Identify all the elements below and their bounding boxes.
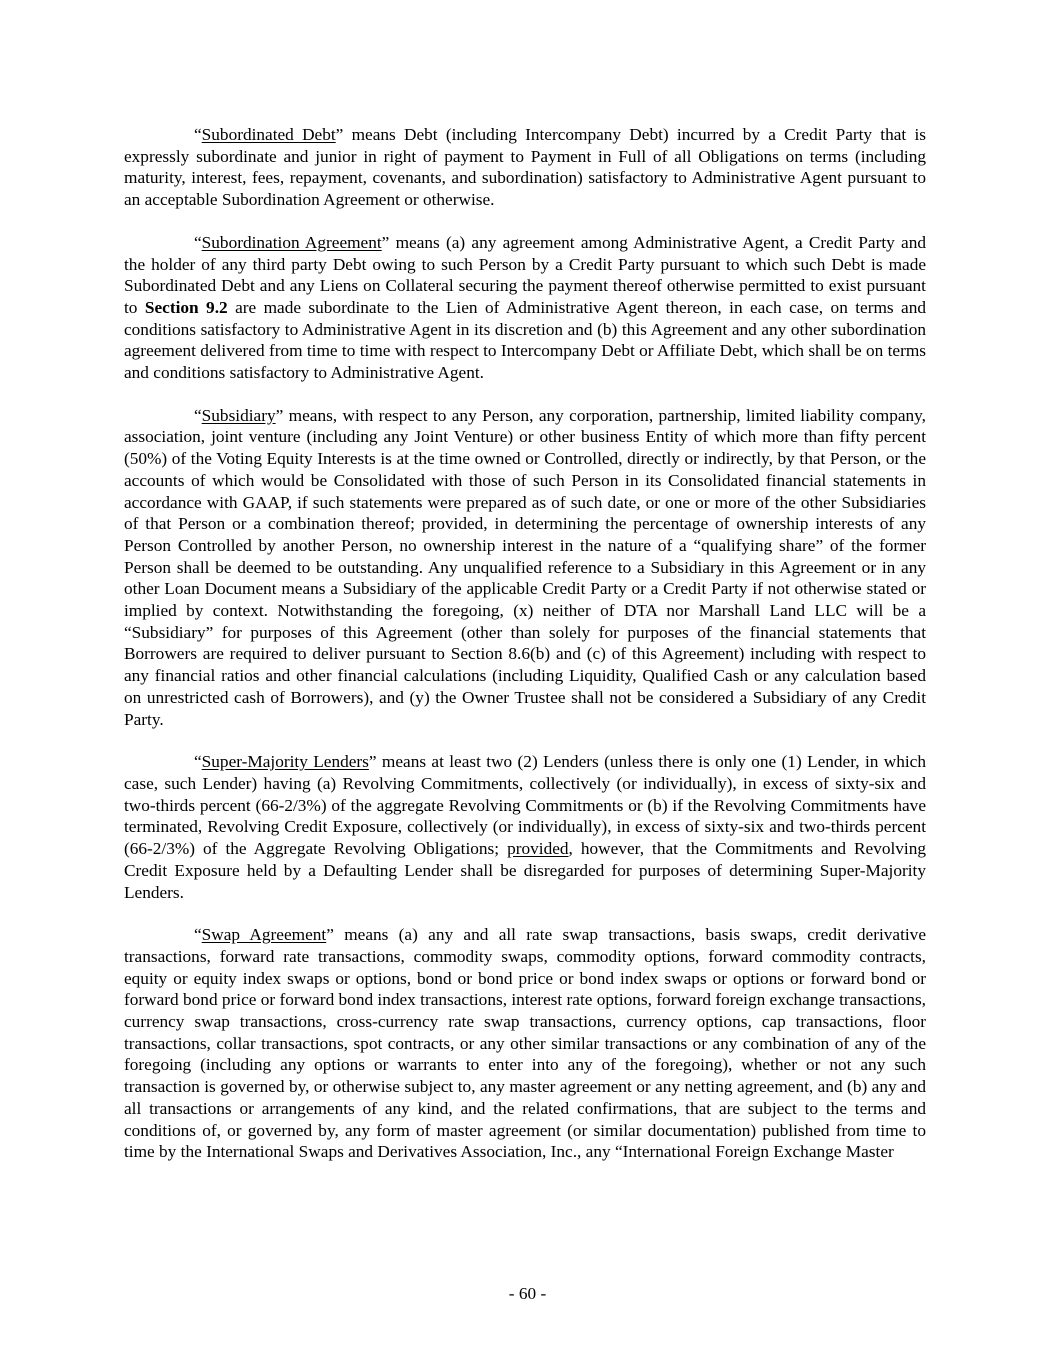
defined-term: Subordination Agreement — [201, 232, 382, 252]
defined-term: Subordinated Debt — [201, 125, 336, 144]
definition-text-continued: , however, that the Commitments and Revolving Credit Exposure held by a Defaulting Lender shall be disregarded for purposes of determining Super-Majority Lenders. — [124, 839, 927, 902]
open-quote: “ — [194, 752, 202, 772]
open-quote: “ — [194, 925, 202, 945]
definition-subordination-agreement — [124, 232, 926, 384]
definition-text: means Debt (including Intercompany Debt) incurred by a Credit Party that is expressly subordinate and junior in right of payment to Payment in Full of all Obligations on terms (including maturity, interest, fees, repayment, covenants, and subordination) satisfactory to Administrative Agent pursuant to an acceptable Subordination Agreement or otherwise. — [124, 125, 926, 210]
defined-term: Subsidiary — [201, 405, 276, 425]
definition-text-continued: are made subordinate to the Lien of Administrative Agent thereon, in each case, on terms and conditions satisfactory to Administrative Agent in its discretion and (b) this Agreement and any other subordination agreement delivered from time to time with respect to Intercompany Debt or Affiliate Debt, which shall be on terms and conditions satisfactory to Administrative Agent. — [124, 297, 927, 383]
close-quote: ” — [326, 925, 334, 945]
page-number: - 60 - — [508, 1284, 547, 1303]
close-quote: ” — [275, 405, 284, 425]
close-quote: ” — [381, 232, 390, 252]
section-reference: Section 9.2 — [144, 297, 228, 317]
definition-text: means (a) any and all rate swap transactions, basis swaps, credit derivative transactions, forward rate transactions, commodity swaps, commodity options, forward commodity contracts, equity or equity index swaps or options, bond or bond price or bond index swaps or options or forward bond or forward bond price or forward bond index transactions, interest rate options, forward foreign exchange transactions, currency swap transactions, cross-currency rate swap transactions, currency options, cap transactions, floor transactions, collar transactions, spot contracts, or any other similar transactions or any combination of any of the foregoing (including any options or warrants to enter into any of the foregoing), whether or not any such transaction is governed by, or otherwise subject to, any master agreement or any netting agreement, and (b) any and all transactions or arrangements of any kind, and the related confirmations, that are subject to the terms and conditions of, or governed by, any form of master agreement (or similar documentation) published from time to time by the International Swaps and Derivatives Association, Inc., any “International Foreign Exchange Master — [124, 925, 926, 1162]
definition-text: means at least two (2) Lenders (unless there is only one (1) Lender, in which case, such Lender) having (a) Revolving Commitments, collectively (or individually), in excess of sixty-six and two-thirds percent (66-2/3%) of the aggregate Revolving Commitments or (b) if the Revolving Commitments have terminated, Revolving Credit Exposure, collectively (or individually), in excess of sixty-six and two-thirds percent (66-2/3%) of the Aggregate Revolving Obligations; — [124, 752, 926, 859]
definition-subordinated-debt — [124, 124, 926, 211]
close-quote: ” — [368, 752, 377, 772]
definition-text: means (a) any agreement among Administrative Agent, a Credit Party and the holder of any third party Debt owing to such Person by a Credit Party pursuant to which such Debt is made Subordinated Debt and any Liens on Collateral securing the payment thereof otherwise permitted to exist pursuant to — [124, 232, 926, 317]
open-quote: “ — [194, 232, 202, 252]
defined-term: Swap Agreement — [201, 925, 327, 945]
defined-term: Super-Majority Lenders — [201, 752, 369, 772]
close-quote: ” — [335, 125, 344, 144]
provided-emphasis: provided — [507, 839, 569, 859]
definition-super-majority-lenders — [124, 751, 926, 903]
open-quote: “ — [194, 125, 202, 144]
document-body — [124, 124, 926, 1184]
definition-text: means, with respect to any Person, any corporation, partnership, limited liability company, association, joint venture (including any Joint Venture) or other business Entity of which more than fifty percent (50%) of the Voting Equity Interests is at the time owned or Controlled, directly or indirectly, by that Person, or the accounts of which would be Consolidated with those of such Person in its Consolidated financial statements in accordance with GAAP, if such statements were prepared as of such date, or one or more of the other Subsidiaries of that Person or a combination thereof; provided, in determining the percentage of ownership interests of any Person Controlled by another Person, no ownership interest in the nature of a “qualifying share” of the former Person shall be deemed to be outstanding. Any unqualified reference to a Subsidiary in this Agreement or in any other Loan Document means a Subsidiary of the applicable Credit Party or a Credit Party if not otherwise stated or implied by context. Notwithstanding the foregoing, (x) neither of DTA nor Marshall Land LLC will be a “Subsidiary” for purposes of this Agreement (other than solely for purposes of the financial statements that Borrowers are required to deliver pursuant to Section 8.6(b) and (c) of this Agreement) including with respect to any financial ratios and other financial calculations (including Liquidity, Qualified Cash or any calculation based on unrestricted cash of Borrowers), and (y) the Owner Trustee shall not be considered a Subsidiary of any Credit Party. — [124, 405, 926, 729]
open-quote: “ — [194, 405, 202, 425]
definition-subsidiary — [124, 405, 926, 731]
definition-swap-agreement — [124, 924, 926, 1163]
